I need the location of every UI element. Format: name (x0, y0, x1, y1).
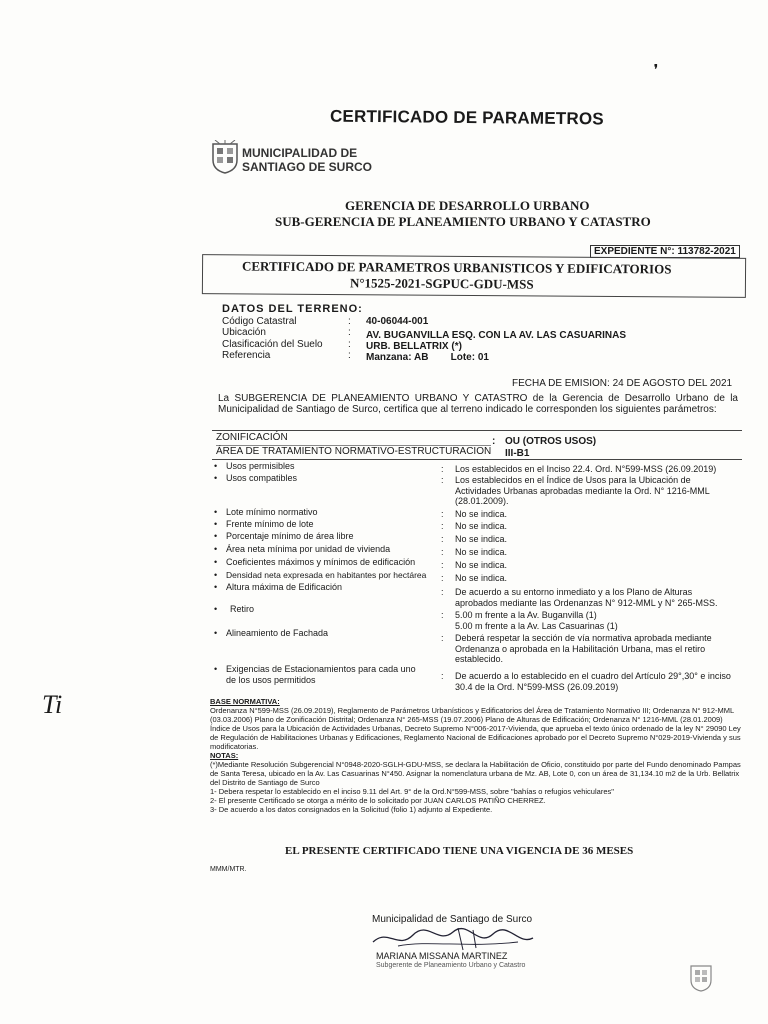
municipal-seal-icon (210, 140, 240, 174)
signer-name: MARIANA MISSANA MARTINEZ (376, 951, 508, 961)
param-label: Usos compatibles (226, 473, 298, 483)
codigo-catastral-value: 40-06044-001 (366, 316, 429, 327)
bullet: • (214, 582, 218, 592)
terreno-label: Código Catastral (222, 316, 297, 327)
colon: : (348, 350, 351, 361)
param-label: Frente mínimo de lote (226, 519, 314, 529)
colon: : (441, 671, 444, 681)
base-normativa-section (210, 697, 744, 814)
bullet: • (214, 507, 218, 517)
param-label: Alineamiento de Fachada (226, 628, 329, 638)
base-normativa-title: BASE NORMATIVA: (210, 697, 280, 706)
param-label: Área neta mínima por unidad de vivienda (226, 544, 391, 554)
stamp-seal-icon (688, 962, 714, 992)
zonificacion-value: OU (OTROS USOS) (505, 436, 597, 447)
param-label: Densidad neta expresada en habitantes por hectárea (226, 570, 427, 580)
area-tratamiento-value: III-B1 (505, 448, 530, 459)
municipality-line-1: MUNICIPALIDAD DE (242, 146, 358, 160)
param-value: Los establecidos en el Índice de Usos para la Ubicación de Actividades Urbanas aprobadas mediante la Ord. N° 1216-MML (28.01.2009). (455, 475, 710, 506)
certificate-title-line-1: CERTIFICADO DE PARAMETROS URBANISTICOS Y EDIFICATORIOS (241, 258, 672, 277)
param-value: No se indica. (455, 573, 508, 583)
bullet: • (214, 473, 218, 483)
colon: : (441, 534, 444, 544)
param-value: No se indica. (455, 521, 508, 531)
colon: : (492, 436, 496, 447)
colon: : (348, 339, 351, 350)
gerencia-heading: GERENCIA DE DESARROLLO URBANO (345, 198, 590, 213)
terreno-label: Clasificación del Suelo (222, 339, 323, 350)
bullet: • (214, 604, 218, 614)
bullet: • (214, 628, 218, 638)
nota-2: 2- El presente Certificado se otorga a mérito de lo solicitado por JUAN CARLOS PATIÑO CHERREZ. (210, 796, 546, 805)
municipality-name (242, 146, 372, 174)
nota-3: 3- De acuerdo a los datos consignados en la Solicitud (folio 1) adjunto al Expediente. (210, 805, 493, 814)
colon: : (441, 587, 444, 597)
colon: : (348, 327, 351, 338)
nota-asterisk: (*)Mediante Resolución Subgerencial N°0948-2020-SGLH-GDU-MSS, se declara la Habilitación de Oficio, constituido por parte del Fundo denominado Pampas de Santa Teresa, ubicado en la Av. Las Casuarinas N°450. Asignar la nomenclatura urbana de Mz. AB, Lote 0, con un área de 31,134.10 m2 de la Urb. Bellatrix del Distrito de Santiago de Surco (210, 760, 741, 787)
param-label: Altura máxima de Edificación (226, 582, 343, 592)
bullet: • (214, 531, 218, 541)
ubicacion-value: AV. BUGANVILLA ESQ. CON LA AV. LAS CASUARINAS (366, 330, 627, 341)
param-value: No se indica. (455, 547, 508, 557)
subgerencia-heading: SUB-GERENCIA DE PLANEAMIENTO URBANO Y CATASTRO (275, 214, 651, 229)
colon: : (441, 610, 444, 620)
param-label: Retiro (230, 604, 255, 614)
param-value: De acuerdo a lo establecido en el cuadro del Artículo 29°,30° e inciso 30.4 de la Ord. N°599-MSS (26.09.2019) (455, 671, 731, 692)
param-value: No se indica. (455, 560, 508, 570)
handwritten-margin-mark: Ti (42, 690, 63, 719)
intro-paragraph: La SUBGERENCIA DE PLANEAMIENTO URBANO Y CATASTRO de la Gerencia de Desarrollo Urbano de la Municipalidad de Santiago de Surco, certifica que al terreno indicado le corresponden los siguientes parámetros: (218, 393, 738, 415)
param-label: Lote mínimo normativo (226, 507, 318, 517)
param-label: Coeficientes máximos y mínimos de edificación (226, 557, 416, 567)
expediente-number: EXPEDIENTE N°: 113782-2021 (590, 245, 740, 258)
bullet: • (214, 557, 218, 567)
param-label: Exigencias de Estacionamientos para cada uno de los usos permitidos (226, 664, 416, 685)
municipality-line-2: SANTIAGO DE SURCO (242, 160, 373, 174)
base-normativa-text: Ordenanza N°599-MSS (26.09.2019), Reglamento de Parámetros Urbanísticos y Edificatorios del Área de Tratamiento Normativo III; Ordenanza N° 912-MML (03.03.2006) Plano de Zonificación Distrital; Ordenanza N° 265-MSS (19.07.2006) Plano de Alturas de Edificación; Ordenanza N° 1216-MML (28.01.2009) Índice de Usos para la Ubicación de Actividades Urbanas, Decreto Supremo N°006-2017-Vivienda, que aprueba el texto único ordenado de la ley N° 29090 Ley de Regulación de Habilitaciones Urbanas y Edificaciones, Reglamento Nacional de Edificaciones aprobado por el Decreto Supremo N°029-2019-Vivienda y sus modificatorias. (210, 706, 741, 751)
param-value: No se indica. (455, 534, 508, 544)
param-value: De acuerdo a su entorno inmediato y a los Plano de Alturas aprobados mediante las Ordenanzas N° 912-MML y N° 265-MSS. (455, 587, 718, 608)
signer-title: Subgerente de Planeamiento Urbano y Catastro (376, 962, 526, 969)
certificate-number: N°1525-2021-SGPUC-GDU-MSS (349, 275, 534, 292)
param-value: 5.00 m frente a la Av. Buganvilla (1) 5.00 m frente a la Av. Las Casuarinas (1) (455, 610, 618, 631)
colon: : (441, 573, 444, 583)
clasificacion-value: URB. BELLATRIX (*) (366, 341, 462, 352)
colon: : (441, 633, 444, 643)
referencia-value: Manzana: AB Lote: 01 (366, 352, 489, 363)
terreno-label: Referencia (222, 350, 271, 361)
colon: : (441, 547, 444, 557)
stray-mark: ❜ (654, 62, 658, 76)
colon: : (441, 509, 444, 519)
param-label: Usos permisibles (226, 461, 295, 471)
colon: : (441, 521, 444, 531)
bullet: • (214, 519, 218, 529)
area-tratamiento-label: ÁREA DE TRATAMIENTO NORMATIVO-ESTRUCTURACION (216, 446, 492, 457)
param-value: Los establecidos en el Inciso 22.4. Ord. N°599-MSS (26.09.2019) (455, 464, 717, 474)
nota-1: 1- Debera respetar lo establecido en el inciso 9.11 del Art. 9° de la Ord.N°599-MSS, sobre "bahías o refugios vehiculares" (210, 787, 614, 796)
colon: : (441, 464, 444, 474)
terreno-section-title: DATOS DEL TERRENO: (222, 303, 363, 315)
param-value: No se indica. (455, 509, 508, 519)
document-title: CERTIFICADO DE PARAMETROS (329, 106, 604, 129)
bullet: • (214, 664, 218, 674)
terreno-label: Ubicación (222, 327, 266, 338)
colon: : (441, 475, 444, 485)
param-label: Porcentaje mínimo de área libre (226, 531, 354, 541)
colon: : (441, 560, 444, 570)
initials: MMM/MTR. (210, 866, 247, 873)
param-value: Deberá respetar la sección de vía normativa aprobada mediante Ordenanza o aprobada en la Habilitación Urbana, mas el retiro establecido. (455, 633, 712, 664)
bullet: • (214, 544, 218, 554)
vigencia-statement: EL PRESENTE CERTIFICADO TIENE UNA VIGENCIA DE 36 MESES (285, 845, 634, 857)
bullet: • (214, 461, 218, 471)
bullet: • (214, 570, 218, 580)
notas-title: NOTAS: (210, 751, 239, 760)
colon: : (348, 316, 351, 327)
zonificacion-label: ZONIFICACIÓN (216, 432, 288, 443)
signature-organization: Municipalidad de Santiago de Surco (372, 914, 533, 925)
fecha-emision: FECHA DE EMISION: 24 DE AGOSTO DEL 2021 (512, 378, 733, 389)
